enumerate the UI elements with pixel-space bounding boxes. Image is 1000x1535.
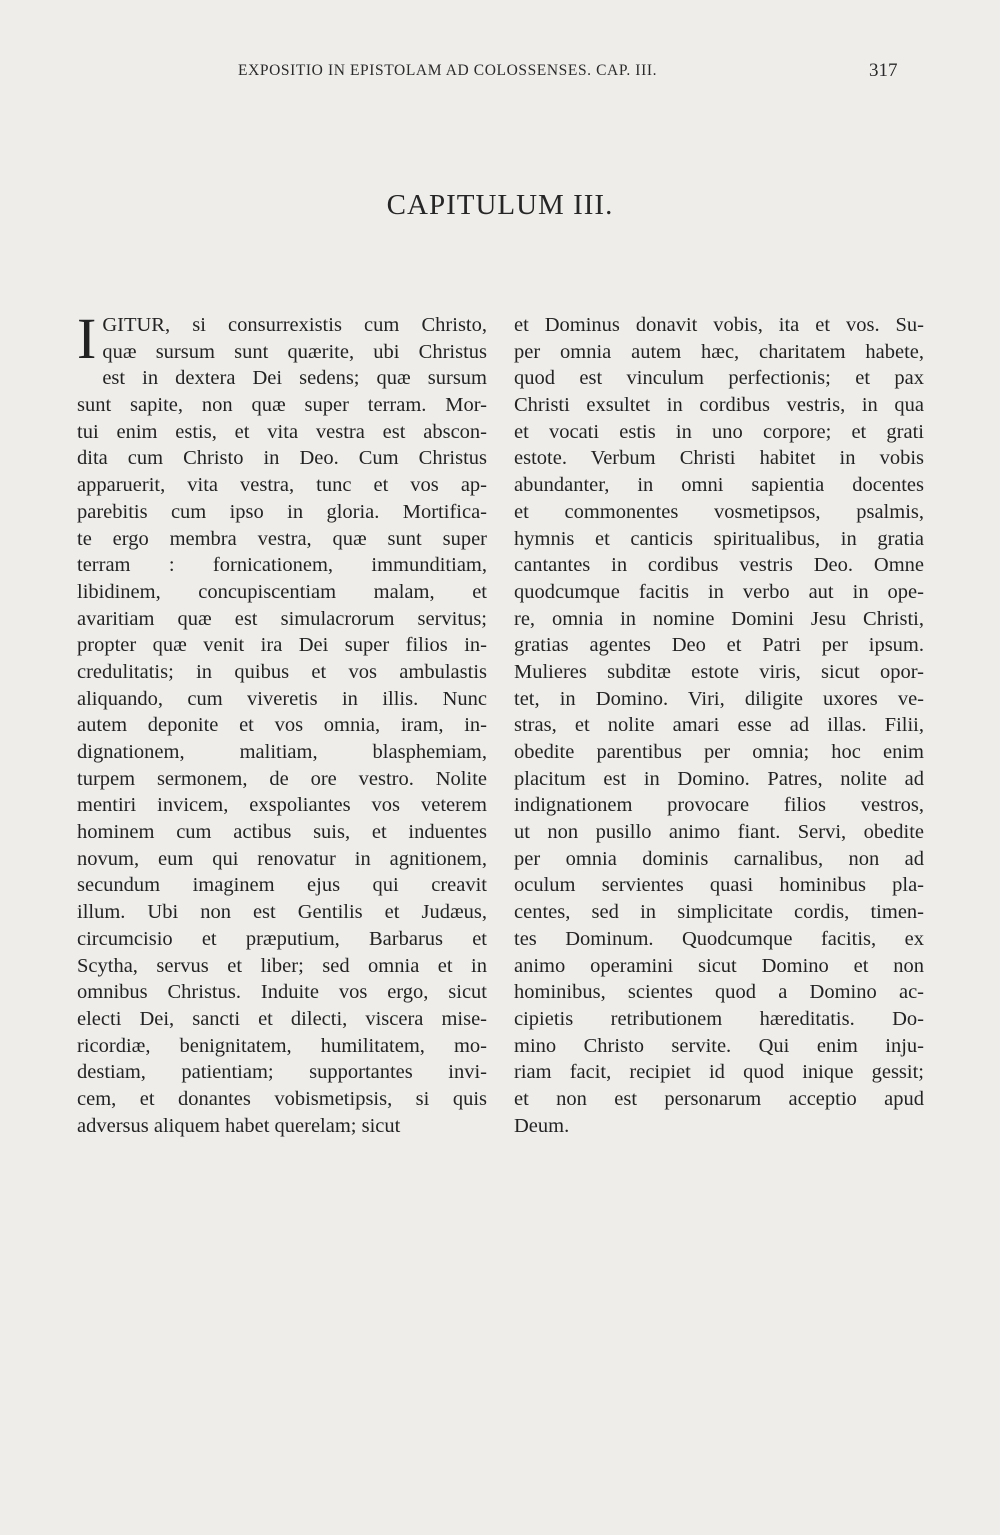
text-line: hominem cum actibus suis, et induentes: [77, 821, 487, 844]
text-line: cantantes in cordibus vestris Deo. Omne: [514, 554, 924, 577]
text-line: terram : fornicationem, immunditiam,: [77, 554, 487, 577]
text-line: stras, et nolite amari esse ad illas. Filii,: [514, 714, 924, 737]
text-line: est in dextera Dei sedens; quæ sursum: [102, 367, 487, 390]
text-line: hominibus, scientes quod a Domino ac-: [514, 981, 924, 1004]
text-line: sunt sapite, non quæ super terram. Mor-: [77, 394, 487, 417]
text-line: indignationem provocare filios vestros,: [514, 794, 924, 817]
text-line: secundum imaginem ejus qui creavit: [77, 874, 487, 897]
text-line: Scytha, servus et liber; sed omnia et in: [77, 954, 487, 977]
page-number: 317: [869, 60, 898, 81]
text-line: Christi exsultet in cordibus vestris, in qua: [514, 394, 924, 417]
text-line: per omnia dominis carnalibus, non ad: [514, 847, 924, 870]
text-line: mentiri invicem, exspoliantes vos veterem: [77, 794, 487, 817]
text-line: dignationem, malitiam, blasphemiam,: [77, 741, 487, 763]
text-line: hymnis et canticis spiritualibus, in gratia: [514, 527, 924, 550]
text-line: et vocati estis in uno corpore; et grati: [514, 420, 924, 443]
text-line: oculum servientes quasi hominibus pla-: [514, 874, 924, 897]
text-line: re, omnia in nomine Domini Jesu Christi,: [514, 607, 924, 630]
running-title: EXPOSITIO IN EPISTOLAM AD COLOSSENSES. CAP. III.: [238, 62, 658, 79]
text-line: turpem sermonem, de ore vestro. Nolite: [77, 767, 487, 790]
text-line: animo operamini sicut Domino et non: [514, 954, 924, 977]
text-line: novum, eum qui renovatur in agnitionem,: [77, 847, 487, 870]
text-line: centes, sed in simplicitate cordis, timen-: [514, 901, 924, 924]
text-line: riam facit, recipiet id quod inique gessit;: [514, 1061, 924, 1084]
text-line: apparuerit, vita vestra, tunc et vos ap-: [77, 474, 487, 497]
text-line: autem deponite et vos omnia, iram, in-: [77, 714, 487, 737]
text-line: credulitatis; in quibus et vos ambulastis: [77, 660, 487, 683]
text-line: omnibus Christus. Induite vos ergo, sicut: [77, 981, 487, 1004]
text-column-left: [77, 306, 487, 1139]
running-header: [0, 60, 1000, 90]
text-line: libidinem, concupiscentiam malam, et: [77, 580, 487, 603]
text-line: propter quæ venit ira Dei super filios in-: [77, 634, 487, 657]
text-line: cipietis retributionem hæreditatis. Do-: [514, 1007, 924, 1030]
text-line: estote. Verbum Christi habitet in vobis: [514, 447, 924, 470]
text-line: tui enim estis, et vita vestra est abscon-: [77, 420, 487, 443]
text-line: per omnia autem hæc, charitatem habete,: [514, 340, 924, 363]
text-line: placitum est in Domino. Patres, nolite ad: [514, 767, 924, 790]
text-line: et non est personarum acceptio apud: [514, 1087, 924, 1110]
text-line: circumcisio et præputium, Barbarus et: [77, 927, 487, 950]
text-line: te ergo membra vestra, quæ sunt super: [77, 527, 487, 550]
text-line: dita cum Christo in Deo. Cum Christus: [77, 447, 487, 470]
text-column-right: [514, 312, 924, 1139]
text-line: tet, in Domino. Viri, diligite uxores ve-: [514, 687, 924, 710]
text-line: obedite parentibus per omnia; hoc enim: [514, 741, 924, 763]
text-line: et Dominus donavit vobis, ita et vos. Su-: [514, 314, 924, 336]
chapter-title: CAPITULUM III.: [386, 189, 614, 221]
text-line: mino Christo servite. Qui enim inju-: [514, 1034, 924, 1057]
text-line: Deum.: [514, 1114, 570, 1137]
text-line: tes Dominum. Quodcumque facitis, ex: [514, 927, 924, 950]
text-line: electi Dei, sancti et dilecti, viscera mise-: [77, 1007, 487, 1030]
text-line: quæ sursum sunt quærite, ubi Christus: [102, 340, 487, 363]
text-line: Mulieres subditæ estote viris, sicut opor-: [514, 660, 924, 683]
drop-cap: I: [77, 306, 97, 371]
text-line: aliquando, cum viveretis in illis. Nunc: [77, 687, 487, 710]
text-line: abundanter, in omni sapientia docentes: [514, 474, 924, 497]
text-line: illum. Ubi non est Gentilis et Judæus,: [77, 901, 487, 924]
text-line: gratias agentes Deo et Patri per ipsum.: [514, 634, 924, 657]
text-line: cem, et donantes vobismetipsis, si quis: [77, 1087, 487, 1110]
text-line: parebitis cum ipso in gloria. Mortifica-: [77, 500, 487, 523]
text-line: quod est vinculum perfectionis; et pax: [514, 367, 924, 390]
text-line: et commonentes vosmetipsos, psalmis,: [514, 500, 924, 523]
text-line: ut non pusillo animo fiant. Servi, obedite: [514, 821, 924, 844]
text-line: avaritiam quæ est simulacrorum servitus;: [77, 607, 487, 630]
text-line: destiam, patientiam; supportantes invi-: [77, 1061, 487, 1084]
text-line: GITUR, si consurrexistis cum Christo,: [102, 314, 487, 336]
text-line: ricordiæ, benignitatem, humilitatem, mo-: [77, 1034, 487, 1057]
text-line: adversus aliquem habet querelam; sicut: [77, 1114, 401, 1137]
text-line: quodcumque facitis in verbo aut in ope-: [514, 580, 924, 603]
